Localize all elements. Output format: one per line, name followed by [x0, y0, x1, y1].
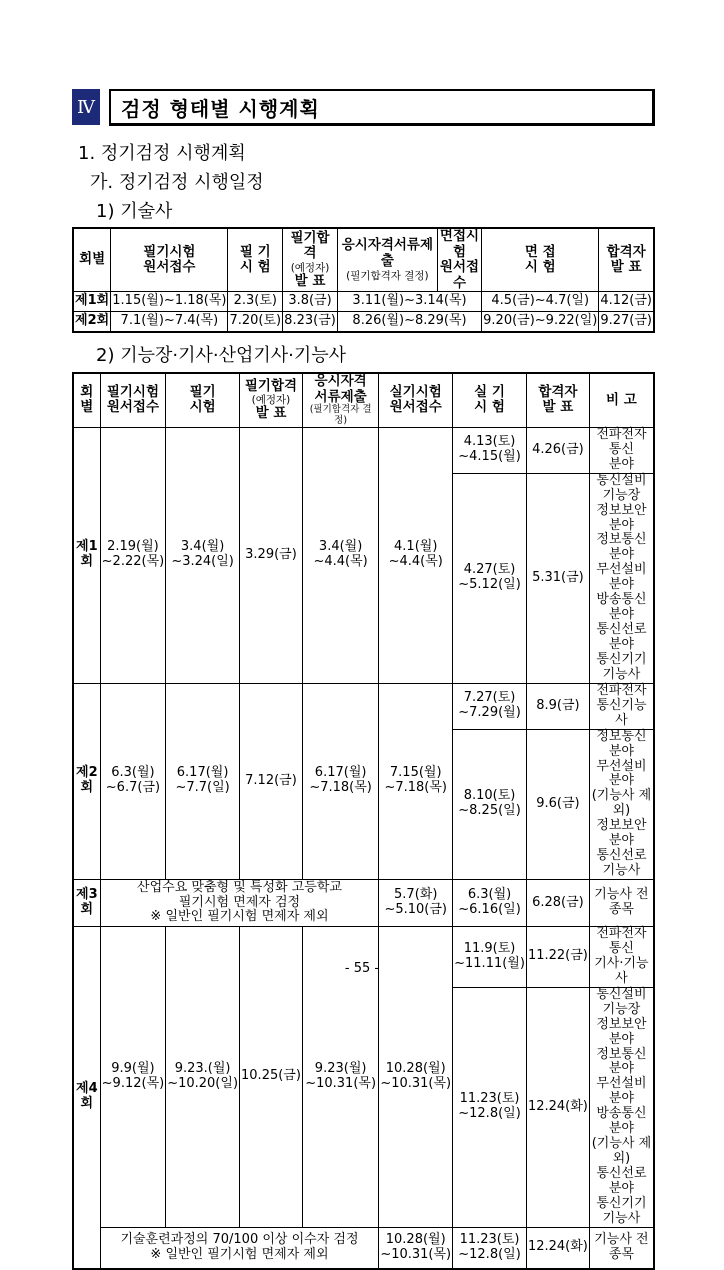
col-written-result-label: 필기합격	[290, 229, 330, 262]
cell: 3.29(금)	[240, 427, 303, 683]
col-written-result-announce: 발 표	[294, 272, 326, 289]
table-row	[73, 880, 654, 927]
cell: 9.6(금)	[526, 729, 589, 879]
table-row	[73, 683, 654, 729]
cell: 4.1(월) ~4.4(목)	[379, 427, 453, 683]
cell: 3.11(월)~3.14(목)	[337, 292, 481, 312]
cell: 4.27(토) ~5.12(일)	[453, 473, 527, 683]
round-label: 제4회	[73, 927, 100, 1269]
col-docs-label: 응시자격 서류제출	[314, 373, 367, 405]
col-final-result: 합격자 발 표	[599, 228, 654, 292]
page-number: - 55 -	[344, 961, 380, 976]
cell: 전파전자통신 기사·기능사	[589, 927, 654, 988]
cell: 기술훈련과정의 70/100 이상 이수자 검정 ※ 일반인 필기시험 면제자 제외	[100, 1227, 379, 1269]
cell: 산업수요 맞춤형 및 특성화 고등학교 필기시험 면제자 검정 ※ 일반인 필기시험 면제자 제외	[100, 880, 379, 927]
col-written-result-sub: (예정자)	[251, 394, 291, 407]
cell: 전파전자통신 분야	[589, 427, 654, 473]
section-header	[72, 89, 655, 125]
cell: 6.3(월) ~6.7(금)	[100, 683, 166, 879]
col-written-result	[240, 373, 303, 427]
cell: 정보통신 분야 무선설비 분야 (기능사 제외) 정보보안 분야 통신선로기능사	[589, 729, 654, 879]
round-label: 제2회	[73, 683, 100, 879]
table-technician	[72, 372, 655, 1270]
heading-3-technician: 2) 기능장·기사·산업기사·기능사	[96, 345, 347, 366]
table-professional-engineer	[72, 227, 655, 333]
cell: 기능사 전종목	[589, 1227, 654, 1269]
col-remarks: 비 고	[589, 373, 654, 427]
col-round: 회별	[73, 373, 100, 427]
table-row	[73, 292, 654, 312]
cell: 2.3(토)	[228, 292, 283, 312]
cell: 6.17(월) ~7.18(목)	[302, 683, 378, 879]
cell: 4.5(금)~4.7(일)	[482, 292, 599, 312]
col-final-result: 합격자 발 표	[526, 373, 589, 427]
cell: 9.23.(월) ~10.20(일)	[166, 927, 240, 1228]
cell: 7.12(금)	[240, 683, 303, 879]
col-docs-sub: (필기합격자 결정)	[346, 269, 429, 282]
table-row	[73, 927, 654, 988]
cell: 6.28(금)	[526, 880, 589, 927]
cell: 11.9(토) ~11.11(월)	[453, 927, 527, 988]
cell: 3.8(금)	[283, 292, 338, 312]
heading-3-engineer: 1) 기술사	[96, 201, 173, 222]
col-written-result-announce: 발 표	[255, 405, 287, 422]
cell: 7.15(월) ~7.18(목)	[379, 683, 453, 879]
cell: 3.4(월) ~3.24(일)	[166, 427, 240, 683]
col-written-result-sub: (예정자)	[290, 261, 330, 274]
col-docs	[337, 228, 437, 292]
cell: 11.22(금)	[526, 927, 589, 988]
cell: 5.7(화) ~5.10(금)	[379, 880, 453, 927]
cell: 1.15(월)~1.18(목)	[111, 292, 228, 312]
cell: 12.24(화)	[526, 987, 589, 1227]
col-docs	[302, 373, 378, 427]
cell: 3.4(월) ~4.4(목)	[302, 427, 378, 683]
cell: 9.9(월) ~9.12(목)	[100, 927, 166, 1228]
cell: 4.26(금)	[526, 427, 589, 473]
round-label: 제3회	[73, 880, 100, 927]
col-written-apply: 필기시험 원서접수	[111, 228, 228, 292]
cell: 10.28(월) ~10.31(목)	[379, 927, 453, 1228]
cell: 4.13(토) ~4.15(월)	[453, 427, 527, 473]
cell: 10.28(월) ~10.31(목)	[379, 1227, 453, 1269]
col-interview-apply: 면접시험 원서접수	[437, 228, 481, 292]
heading-2: 가. 정기검정 시행일정	[90, 172, 264, 193]
cell: 7.27(토) ~7.29(월)	[453, 683, 527, 729]
col-round: 회별	[73, 228, 111, 292]
table-row	[73, 1227, 654, 1269]
cell: 10.25(금)	[240, 927, 303, 1228]
cell: 9.23(월) ~10.31(목)	[302, 927, 378, 1228]
cell: 통신설비기능장 정보보안 분야 정보통신 분야 무선설비 분야 방송통신 분야 통신선로 분야 통신기기기능사	[589, 473, 654, 683]
cell: 8.10(토) ~8.25(일)	[453, 729, 527, 879]
table-row	[73, 427, 654, 473]
cell: 6.17(월) ~7.7(일)	[166, 683, 240, 879]
col-written-exam: 필기 시험	[166, 373, 240, 427]
cell: 8.26(월)~8.29(목)	[337, 312, 481, 333]
cell: 8.9(금)	[526, 683, 589, 729]
cell: 5.31(금)	[526, 473, 589, 683]
table-row	[73, 312, 654, 333]
col-practical-exam: 실 기 시 험	[453, 373, 527, 427]
col-practical-apply: 실기시험 원서접수	[379, 373, 453, 427]
table-header-row	[73, 373, 654, 427]
cell: 9.20(금)~9.22(일)	[482, 312, 599, 333]
col-written-apply: 필기시험 원서접수	[100, 373, 166, 427]
cell: 2.19(월) ~2.22(목)	[100, 427, 166, 683]
cell: 기능사 전종목	[589, 880, 654, 927]
cell: 통신설비기능장 정보보안 분야 정보통신 분야 무선설비 분야 방송통신 분야 (기능사 제외) 통신선로 분야 통신기기기능사	[589, 987, 654, 1227]
cell: 4.12(금)	[599, 292, 654, 312]
cell: 12.24(화)	[526, 1227, 589, 1269]
col-docs-label: 응시자격서류제출	[341, 237, 433, 269]
col-written-result-label: 필기합격	[244, 377, 298, 394]
heading-1: 1. 정기검정 시행계획	[78, 143, 246, 164]
round-label: 제1회	[73, 427, 100, 683]
table-header-row	[73, 228, 654, 292]
section-number: Ⅳ	[72, 89, 100, 125]
section-title: 검정 형태별 시행계획	[109, 89, 655, 126]
col-docs-sub: (필기합격자 결정)	[309, 404, 372, 426]
round-label: 제1회	[73, 292, 111, 312]
cell: 전파전자 통신기능사	[589, 683, 654, 729]
cell: 11.23(토) ~12.8(일)	[453, 1227, 527, 1269]
cell: 9.27(금)	[599, 312, 654, 333]
col-written-exam: 필 기 시 험	[228, 228, 283, 292]
cell: 6.3(월) ~6.16(일)	[453, 880, 527, 927]
cell: 8.23(금)	[283, 312, 338, 333]
cell: 11.23(토) ~12.8(일)	[453, 987, 527, 1227]
round-label: 제2회	[73, 312, 111, 333]
col-written-result	[283, 228, 338, 292]
col-interview-exam: 면 접 시 험	[482, 228, 599, 292]
cell: 7.20(토)	[228, 312, 283, 333]
cell: 7.1(월)~7.4(목)	[111, 312, 228, 333]
